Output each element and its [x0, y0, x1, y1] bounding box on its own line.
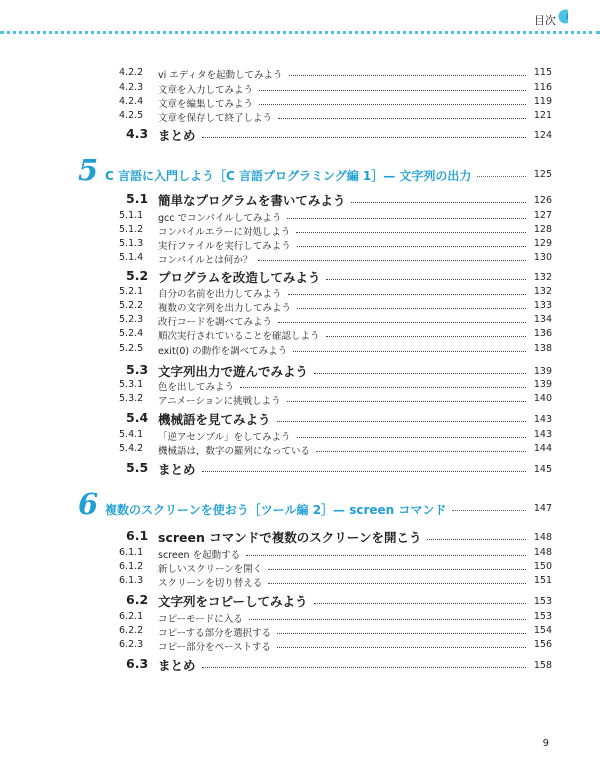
dot-leader: [288, 294, 526, 295]
entry-title: 文字列出力で遊んでみよう: [158, 364, 309, 379]
toc-subsection-entry: [0, 547, 600, 561]
toc-subsection-entry: [0, 224, 600, 238]
entry-page: 129: [533, 238, 552, 249]
entry-title: 改行コードを調べてみよう: [158, 317, 273, 328]
toc-subsection-entry: [0, 286, 600, 300]
dot-leader: [249, 619, 526, 620]
dot-leader: [452, 510, 526, 511]
dot-leader: [296, 232, 526, 233]
entry-page: 143: [533, 414, 552, 425]
entry-title: exit(0) の動作を調べてみよう: [158, 346, 288, 357]
entry-title: 複数のスクリーンを使おう［ツール編 2］— screen コマンド: [105, 503, 447, 517]
entry-page: 127: [533, 210, 552, 221]
entry-title: gcc でコンパイルしてみよう: [158, 213, 282, 224]
entry-number: 5.1.4: [119, 252, 144, 263]
entry-number: 5.2.1: [119, 286, 144, 297]
entry-number: 5.1.3: [119, 238, 144, 249]
entry-title: 複数の文字列を出力してみよう: [158, 303, 292, 314]
entry-number: 4.3: [126, 126, 149, 141]
entry-number: 6.1.3: [119, 575, 144, 586]
dot-leader: [277, 421, 526, 422]
toc-subsection-entry: [0, 238, 600, 252]
toc-subsection-entry: [0, 67, 600, 81]
entry-page: 148: [533, 547, 552, 558]
dot-leader: [326, 336, 526, 337]
entry-number: 5.1.2: [119, 224, 144, 235]
entry-page: 119: [533, 96, 552, 107]
dot-leader: [287, 401, 526, 402]
entry-title: 文字列をコピーしてみよう: [158, 594, 308, 609]
entry-number: 5.2.5: [119, 343, 144, 354]
toc-chapter-entry: [0, 153, 600, 187]
entry-number: 5.4.2: [119, 443, 144, 454]
entry-title: まとめ: [158, 658, 196, 673]
toc-subsection-entry: [0, 328, 600, 342]
dot-leader: [297, 246, 526, 247]
dot-leader: [277, 633, 526, 634]
entry-page: 150: [533, 561, 552, 572]
entry-page: 139: [533, 366, 552, 377]
entry-title: コンパイルエラーに対処しよう: [158, 227, 291, 238]
dot-leader: [202, 667, 526, 668]
entry-title: 実行ファイルを実行してみよう: [158, 241, 291, 252]
entry-page: 130: [533, 252, 552, 263]
toc-subsection-entry: [0, 625, 600, 639]
dot-leader: [287, 218, 526, 219]
toc-subsection-entry: [0, 639, 600, 653]
entry-page: 147: [533, 503, 552, 514]
toc-subsection-entry: [0, 429, 600, 443]
dot-leader: [278, 118, 526, 119]
entry-title: 文章を編集してみよう: [158, 99, 254, 110]
entry-title: 順次実行されていることを確認しよう: [158, 331, 320, 342]
entry-number: 6.1.1: [119, 547, 144, 558]
entry-title: まとめ: [158, 462, 196, 477]
toc-subsection-entry: [0, 110, 600, 124]
entry-page: 121: [533, 110, 552, 121]
dot-leader: [297, 308, 526, 309]
entry-number: 5.2.4: [119, 328, 144, 339]
entry-number: 5.2.2: [119, 300, 144, 311]
entry-page: 125: [533, 169, 552, 180]
entry-number: 5.3.1: [119, 379, 144, 390]
entry-title: プログラムを改造してみよう: [158, 270, 321, 285]
toc-subsection-entry: [0, 393, 600, 407]
toc-section-entry: [0, 364, 600, 378]
entry-page: 115: [533, 67, 552, 78]
entry-title: 機械語を見てみよう: [158, 412, 271, 427]
entry-title: アニメーションに挑戦しよう: [158, 396, 281, 407]
entry-number: 4.2.5: [119, 110, 144, 121]
toc-subsection-entry: [0, 96, 600, 110]
dot-leader: [268, 569, 526, 570]
entry-page: 140: [533, 393, 552, 404]
entry-number: 5.4: [126, 410, 149, 425]
entry-number: 6: [78, 487, 99, 521]
toc-section-entry: [0, 462, 600, 476]
entry-title: 簡単なプログラムを書いてみよう: [158, 193, 346, 208]
entry-page: 116: [533, 82, 552, 93]
entry-page: 132: [533, 272, 552, 283]
entry-page: 143: [533, 429, 552, 440]
entry-title: vi エディタを起動してみよう: [158, 70, 283, 81]
entry-page: 138: [533, 343, 552, 354]
dot-leader: [427, 539, 526, 540]
entry-title: まとめ: [158, 128, 196, 143]
entry-page: 154: [533, 625, 552, 636]
dot-leader: [316, 451, 526, 452]
dot-leader: [297, 437, 526, 438]
toc-subsection-entry: [0, 611, 600, 625]
toc-subsection-entry: [0, 82, 600, 96]
dot-leader: [277, 647, 526, 648]
dot-leader: [289, 75, 526, 76]
dot-leader: [293, 351, 526, 352]
toc-subsection-entry: [0, 252, 600, 266]
toc-subsection-entry: [0, 379, 600, 393]
entry-number: 5: [78, 153, 99, 187]
entry-page: 133: [533, 300, 552, 311]
dot-leader: [326, 279, 526, 280]
toc-section-entry: [0, 530, 600, 544]
entry-number: 6.1: [126, 528, 149, 543]
entry-number: 4.2.3: [119, 82, 144, 93]
toc-section-entry: [0, 193, 600, 207]
entry-title: 新しいスクリーンを開く: [158, 564, 263, 575]
entry-title: コンパイルとは何か？: [158, 255, 253, 266]
dot-leader: [477, 176, 526, 177]
entry-number: 5.1.1: [119, 210, 144, 221]
dot-leader: [278, 322, 526, 323]
toc-subsection-entry: [0, 210, 600, 224]
entry-page: 124: [533, 130, 552, 141]
entry-page: 139: [533, 379, 552, 390]
entry-title: コピー部分をペーストする: [158, 642, 271, 653]
entry-page: 151: [533, 575, 552, 586]
entry-title: screen コマンドで複数のスクリーンを開こう: [158, 530, 422, 545]
dot-leader: [314, 373, 526, 374]
entry-number: 6.2.2: [119, 625, 144, 636]
entry-number: 6.2.1: [119, 611, 144, 622]
dot-leader: [202, 137, 526, 138]
entry-page: 134: [533, 314, 552, 325]
entry-page: 136: [533, 328, 552, 339]
dot-leader: [314, 603, 526, 604]
entry-title: スクリーンを切り替える: [158, 578, 263, 589]
dot-leader: [351, 202, 526, 203]
entry-number: 4.2.2: [119, 67, 144, 78]
entry-page: 128: [533, 224, 552, 235]
entry-title: 「逆アセンブル」をしてみよう: [158, 432, 291, 443]
entry-page: 144: [533, 443, 552, 454]
dot-leader: [259, 90, 526, 91]
entry-title: 文章を入力してみよう: [158, 85, 254, 96]
dot-leader: [246, 555, 526, 556]
toc-subsection-entry: [0, 300, 600, 314]
entry-page: 153: [533, 596, 552, 607]
entry-title: コピーする部分を選択する: [158, 628, 272, 639]
entry-page: 126: [533, 195, 552, 206]
entry-number: 5.5: [126, 460, 149, 475]
entry-title: コピーモードに入る: [158, 614, 243, 625]
running-header-title: 目次: [534, 14, 556, 27]
toc-subsection-entry: [0, 314, 600, 328]
toc-subsection-entry: [0, 343, 600, 357]
entry-number: 5.2.3: [119, 314, 144, 325]
entry-page: 156: [533, 639, 552, 650]
entry-page: 153: [533, 611, 552, 622]
dot-leader: [258, 260, 526, 261]
entry-number: 6.2.3: [119, 639, 144, 650]
entry-title: screen を起動する: [158, 550, 241, 561]
dot-leader: [202, 471, 526, 472]
entry-number: 5.3.2: [119, 393, 144, 404]
toc-subsection-entry: [0, 561, 600, 575]
toc-section-entry: [0, 270, 600, 284]
entry-page: 148: [533, 532, 552, 543]
entry-page: 158: [533, 660, 552, 671]
toc-subsection-entry: [0, 575, 600, 589]
entry-title: 文章を保存して終了しよう: [158, 113, 273, 124]
entry-number: 4.2.4: [119, 96, 144, 107]
entry-number: 6.2: [126, 592, 149, 607]
entry-title: C 言語に入門しよう［C 言語プログラミング編 1］— 文字列の出力: [105, 169, 472, 183]
entry-title: 自分の名前を出力してみよう: [158, 289, 282, 300]
dot-leader: [240, 387, 526, 388]
entry-title: 機械語は，数字の羅列になっている: [158, 446, 311, 457]
entry-number: 6.1.2: [119, 561, 144, 572]
entry-number: 5.1: [126, 191, 149, 206]
entry-number: 5.2: [126, 268, 149, 283]
dot-leader: [259, 104, 526, 105]
entry-number: 5.3: [126, 362, 149, 377]
entry-page: 145: [533, 464, 552, 475]
toc-section-entry: [0, 412, 600, 426]
entry-title: 色を出してみよう: [158, 382, 235, 393]
toc-chapter-entry: [0, 487, 600, 521]
entry-number: 5.4.1: [119, 429, 144, 440]
page-number: 9: [542, 738, 549, 749]
entry-page: 132: [533, 286, 552, 297]
dot-leader: [268, 583, 526, 584]
entry-number: 6.3: [126, 656, 149, 671]
toc-section-entry: [0, 128, 600, 142]
toc-subsection-entry: [0, 443, 600, 457]
toc-section-entry: [0, 658, 600, 672]
toc-section-entry: [0, 594, 600, 608]
